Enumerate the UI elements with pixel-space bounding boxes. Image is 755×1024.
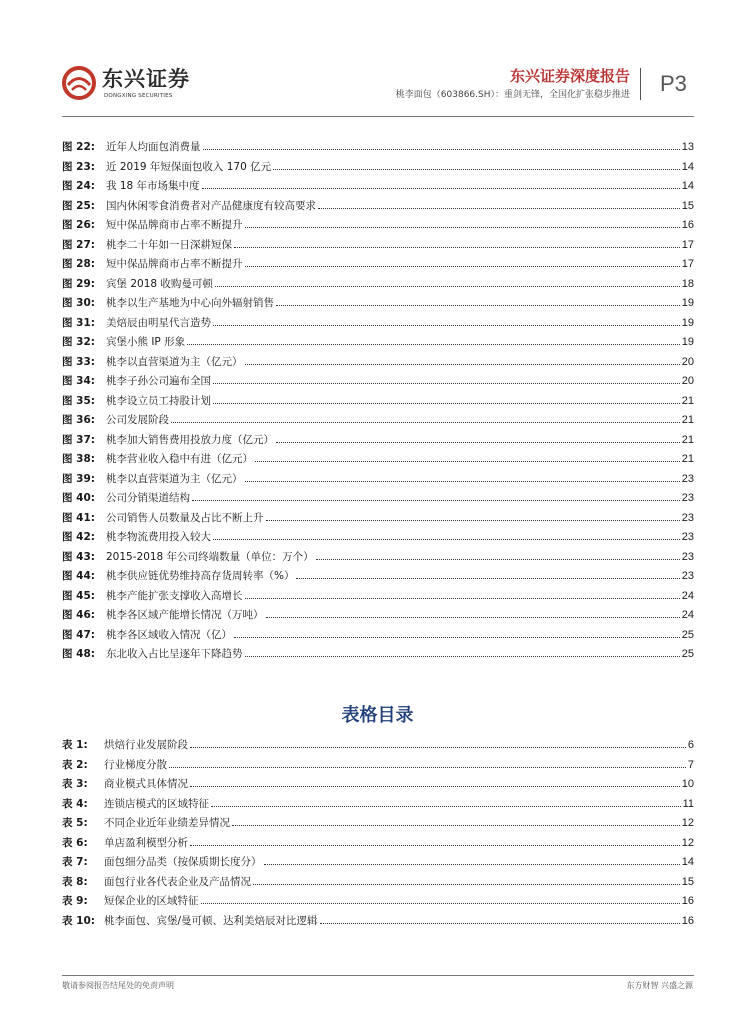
toc-entry-title: 桃李二十年如一日深耕短保	[106, 238, 232, 251]
toc-entry-label: 图 45:	[62, 589, 95, 602]
toc-entry-label: 图 42:	[62, 531, 95, 543]
toc-entry-title: 面包行业各代表企业及产品情况	[104, 875, 251, 888]
toc-entry-label: 图 32:	[62, 336, 95, 348]
toc-entry-title: 桃李子孙公司遍布全国	[106, 375, 211, 387]
toc-entry-label: 表 8:	[62, 875, 88, 888]
toc-entry-page: 23	[681, 511, 694, 524]
toc-leader-dots	[264, 863, 680, 865]
logo-text: 东兴证券	[102, 67, 190, 91]
toc-entry-page: 6	[687, 739, 694, 751]
toc-entry-label: 图 31:	[62, 316, 95, 329]
toc-leader-dots	[253, 883, 680, 885]
toc-entry-title: 桃李加大销售费用投放力度（亿元）	[106, 433, 274, 446]
toc-leader-dots	[213, 538, 680, 540]
toc-entry-title: 宾堡 2018 收购曼可顿	[106, 277, 213, 290]
figure-toc-entry[interactable]	[62, 372, 694, 392]
toc-entry-label: 图 29:	[62, 277, 95, 290]
figure-toc-entry[interactable]	[62, 138, 694, 158]
toc-entry-page: 25	[681, 628, 694, 641]
toc-entry-page: 13	[681, 141, 694, 153]
toc-entry-title: 短中保品牌商市占率不断提升	[106, 258, 243, 270]
figure-toc-entry[interactable]	[62, 548, 694, 568]
toc-entry-title: 连锁店模式的区域特征	[104, 797, 209, 810]
footer-slogan: 东方财智 兴盛之源	[626, 981, 693, 990]
figure-toc-entry[interactable]	[62, 431, 694, 451]
toc-entry-label: 图 27:	[62, 238, 95, 251]
table-toc-entry[interactable]	[62, 795, 694, 815]
toc-entry-title: 我 18 年市场集中度	[106, 180, 200, 192]
company-logo	[62, 66, 262, 106]
toc-leader-dots	[245, 265, 680, 267]
figure-toc-entry[interactable]	[62, 626, 694, 646]
toc-entry-label: 图 37:	[62, 433, 95, 446]
footer-disclaimer: 敬请参阅报告结尾处的免责声明	[62, 981, 174, 990]
toc-leader-dots	[234, 246, 680, 248]
toc-entry-page: 21	[681, 394, 694, 407]
toc-entry-title: 桃李设立员工持股计划	[106, 394, 211, 407]
toc-entry-label: 图 47:	[62, 628, 95, 641]
toc-leader-dots	[203, 148, 680, 150]
toc-entry-label: 表 5:	[62, 817, 88, 829]
toc-leader-dots	[266, 519, 680, 521]
table-toc-entry[interactable]	[62, 834, 694, 854]
table-toc-entry[interactable]	[62, 853, 694, 873]
toc-leader-dots	[213, 324, 680, 326]
figure-toc-entry[interactable]	[62, 177, 694, 197]
toc-entry-label: 图 25:	[62, 199, 95, 212]
toc-leader-dots	[192, 499, 680, 501]
toc-leader-dots	[169, 766, 686, 768]
toc-entry-page: 24	[681, 609, 694, 621]
toc-entry-label: 表 3:	[62, 778, 88, 790]
toc-entry-title: 国内休闲零食消费者对产品健康度有较高要求	[106, 199, 316, 212]
figure-toc-entry[interactable]	[62, 236, 694, 256]
toc-entry-page: 11	[682, 797, 694, 810]
logo-mark-icon	[62, 66, 96, 100]
toc-entry-title: 公司分销渠道结构	[106, 492, 190, 504]
table-toc-entry[interactable]	[62, 912, 694, 932]
toc-leader-dots	[213, 402, 680, 404]
figure-toc-entry[interactable]	[62, 294, 694, 314]
toc-entry-page: 23	[681, 570, 694, 582]
toc-entry-label: 图 22:	[62, 141, 95, 153]
toc-entry-label: 表 9:	[62, 895, 88, 907]
toc-leader-dots	[213, 382, 680, 384]
page-number: P3	[660, 71, 687, 96]
toc-entry-label: 图 41:	[62, 511, 95, 524]
table-toc-entry[interactable]	[62, 736, 694, 756]
toc-entry-label: 图 24:	[62, 180, 95, 192]
toc-leader-dots	[276, 441, 680, 443]
toc-entry-page: 23	[681, 531, 694, 543]
figure-toc-entry[interactable]	[62, 528, 694, 548]
toc-entry-label: 图 26:	[62, 219, 95, 231]
toc-entry-page: 12	[681, 817, 694, 829]
toc-leader-dots	[201, 902, 680, 904]
toc-entry-title: 单店盈利模型分析	[104, 836, 188, 849]
toc-entry-page: 16	[681, 914, 694, 927]
figure-toc-entry[interactable]	[62, 587, 694, 607]
toc-entry-title: 桃李以直营渠道为主（亿元）	[106, 472, 243, 485]
toc-entry-title: 宾堡小熊 IP 形象	[106, 336, 186, 348]
toc-leader-dots	[296, 577, 679, 579]
toc-entry-title: 桃李以生产基地为中心向外辐射销售	[106, 297, 274, 309]
toc-entry-label: 图 40:	[62, 492, 95, 504]
toc-entry-page: 21	[681, 453, 694, 465]
toc-entry-page: 12	[681, 836, 694, 849]
toc-leader-dots	[273, 168, 680, 170]
toc-entry-page: 23	[681, 550, 694, 563]
toc-entry-page: 15	[681, 875, 694, 888]
toc-leader-dots	[245, 363, 680, 365]
toc-entry-page: 14	[681, 856, 694, 868]
toc-entry-title: 桃李以直营渠道为主（亿元）	[106, 355, 243, 368]
toc-entry-page: 24	[681, 589, 694, 602]
toc-entry-label: 表 4:	[62, 797, 88, 810]
toc-entry-label: 图 36:	[62, 414, 95, 426]
figure-toc-entry[interactable]	[62, 275, 694, 295]
figure-toc-entry[interactable]	[62, 470, 694, 490]
toc-leader-dots	[320, 922, 680, 924]
figure-toc-entry[interactable]	[62, 509, 694, 529]
toc-entry-title: 近 2019 年短保面包收入 170 亿元	[106, 160, 272, 173]
toc-entry-title: 商业模式具体情况	[104, 778, 188, 790]
toc-leader-dots	[266, 616, 680, 618]
toc-entry-page: 15	[681, 199, 694, 212]
figure-toc-entry[interactable]	[62, 645, 694, 665]
toc-entry-label: 图 33:	[62, 355, 95, 368]
report-type: 东兴证券深度报告	[509, 67, 630, 85]
toc-entry-title: 东北收入占比呈逐年下降趋势	[106, 648, 243, 660]
toc-entry-page: 20	[681, 375, 694, 387]
toc-entry-label: 图 44:	[62, 570, 95, 582]
logo-subtext: DONGXING SECURITIES	[104, 93, 173, 99]
figure-toc-entry[interactable]	[62, 197, 694, 217]
figure-toc-entry[interactable]	[62, 392, 694, 412]
toc-entry-title: 美焙辰由明星代言造势	[106, 316, 211, 329]
toc-entry-page: 23	[681, 472, 694, 485]
toc-leader-dots	[190, 785, 680, 787]
toc-entry-title: 桃李供应链优势维持高存货周转率（%）	[106, 570, 295, 582]
table-toc-entry[interactable]	[62, 814, 694, 834]
toc-entry-title: 公司销售人员数量及占比不断上升	[106, 511, 264, 524]
toc-entry-label: 图 39:	[62, 472, 95, 485]
toc-leader-dots	[215, 285, 680, 287]
toc-entry-label: 图 23:	[62, 160, 95, 173]
tables-toc	[62, 736, 694, 931]
toc-entry-page: 19	[681, 336, 694, 348]
toc-entry-label: 表 10:	[62, 914, 95, 927]
toc-entry-page: 16	[681, 219, 694, 231]
toc-entry-title: 桃李物流费用投入较大	[106, 531, 211, 543]
toc-entry-page: 17	[681, 238, 694, 251]
toc-entry-page: 21	[681, 433, 694, 446]
toc-entry-label: 表 7:	[62, 856, 88, 868]
figure-toc-entry[interactable]	[62, 216, 694, 236]
toc-entry-label: 图 48:	[62, 648, 95, 660]
toc-leader-dots	[255, 460, 680, 462]
toc-entry-label: 图 46:	[62, 609, 95, 621]
report-subtitle: 桃李面包（603866.SH）：重剑无锋，全国化扩张稳步推进	[395, 90, 630, 100]
toc-entry-page: 7	[687, 758, 694, 771]
toc-entry-page: 25	[681, 648, 694, 660]
toc-entry-title: 面包细分品类（按保质期长度分）	[104, 856, 262, 868]
toc-leader-dots	[245, 655, 680, 657]
toc-entry-page: 23	[681, 492, 694, 504]
toc-entry-label: 表 1:	[62, 739, 88, 751]
toc-entry-label: 图 43:	[62, 550, 95, 563]
toc-entry-title: 桃李产能扩张支撑收入高增长	[106, 589, 243, 602]
toc-entry-page: 17	[681, 258, 694, 270]
toc-leader-dots	[211, 805, 681, 807]
toc-entry-label: 表 6:	[62, 836, 88, 849]
header-rule	[62, 116, 694, 117]
toc-entry-title: 短中保品牌商市占率不断提升	[106, 219, 243, 231]
toc-entry-title: 2015-2018 年公司终端数量（单位：万个）	[106, 550, 314, 563]
toc-leader-dots	[316, 558, 680, 560]
table-toc-entry[interactable]	[62, 756, 694, 776]
figures-toc	[62, 138, 694, 665]
toc-entry-title: 公司发展阶段	[106, 414, 169, 426]
figure-toc-entry[interactable]	[62, 567, 694, 587]
header-divider	[640, 68, 641, 100]
toc-entry-page: 21	[681, 414, 694, 426]
toc-entry-label: 图 38:	[62, 453, 95, 465]
toc-leader-dots	[202, 187, 680, 189]
toc-entry-page: 14	[681, 160, 694, 173]
toc-leader-dots	[318, 207, 680, 209]
tables-toc-heading: 表格目录	[341, 705, 414, 726]
toc-leader-dots	[190, 746, 686, 748]
toc-leader-dots	[245, 597, 680, 599]
figure-toc-entry[interactable]	[62, 411, 694, 431]
toc-entry-page: 19	[681, 316, 694, 329]
toc-entry-title: 桃李营业收入稳中有进（亿元）	[106, 453, 253, 465]
toc-leader-dots	[232, 824, 680, 826]
figure-toc-entry[interactable]	[62, 353, 694, 373]
toc-entry-page: 10	[681, 778, 694, 790]
toc-entry-label: 图 28:	[62, 258, 95, 270]
toc-entry-label: 图 35:	[62, 394, 95, 407]
figure-toc-entry[interactable]	[62, 158, 694, 178]
table-toc-entry[interactable]	[62, 873, 694, 893]
toc-entry-title: 近年人均面包消费量	[106, 141, 201, 153]
figure-toc-entry[interactable]	[62, 489, 694, 509]
toc-entry-page: 18	[681, 277, 694, 290]
toc-entry-page: 19	[681, 297, 694, 309]
toc-entry-title: 不同企业近年业绩差异情况	[104, 817, 230, 829]
toc-entry-page: 14	[681, 180, 694, 192]
toc-entry-title: 短保企业的区域特征	[104, 895, 199, 907]
figure-toc-entry[interactable]	[62, 606, 694, 626]
toc-entry-page: 20	[681, 355, 694, 368]
table-toc-entry[interactable]	[62, 775, 694, 795]
toc-leader-dots	[190, 844, 680, 846]
figure-toc-entry[interactable]	[62, 333, 694, 353]
toc-entry-title: 桃李各区域产能增长情况（万吨）	[106, 609, 264, 621]
toc-leader-dots	[245, 480, 680, 482]
toc-entry-title: 行业梯度分散	[104, 758, 167, 771]
toc-leader-dots	[171, 421, 680, 423]
toc-entry-title: 烘焙行业发展阶段	[104, 739, 188, 751]
footer-rule	[62, 975, 694, 976]
toc-entry-title: 桃李面包、宾堡/曼可顿、达利美焙辰对比逻辑	[104, 914, 318, 927]
figure-toc-entry[interactable]	[62, 450, 694, 470]
toc-entry-label: 图 34:	[62, 375, 95, 387]
toc-entry-page: 16	[681, 895, 694, 907]
toc-leader-dots	[245, 226, 680, 228]
toc-entry-label: 图 30:	[62, 297, 95, 309]
figure-toc-entry[interactable]	[62, 314, 694, 334]
toc-leader-dots	[276, 304, 680, 306]
toc-entry-label: 表 2:	[62, 758, 88, 771]
toc-entry-title: 桃李各区域收入情况（亿）	[106, 628, 232, 641]
toc-leader-dots	[234, 636, 680, 638]
figure-toc-entry[interactable]	[62, 255, 694, 275]
table-toc-entry[interactable]	[62, 892, 694, 912]
toc-leader-dots	[187, 343, 680, 345]
